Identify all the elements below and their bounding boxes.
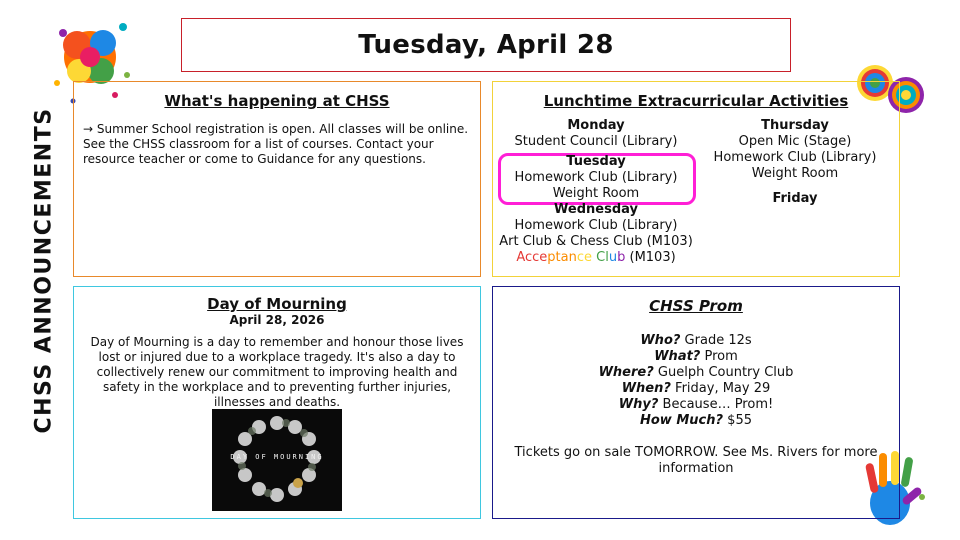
- tuesday-block: [496, 154, 696, 202]
- prom-note: Tickets go on sale TOMORROW. See Ms. Rivers for more information: [514, 445, 878, 476]
- acceptance-club-item: [496, 250, 696, 266]
- friday-label: Friday: [772, 191, 818, 206]
- mourning-heading: Day of Mourning: [207, 295, 347, 313]
- day-of-mourning-image: [212, 409, 342, 511]
- wednesday-item: Art Club & Chess Club (M103): [499, 234, 693, 249]
- happening-panel: [73, 81, 481, 277]
- happening-heading: What's happening at CHSS: [164, 92, 390, 110]
- prom-row: What? Prom: [654, 349, 738, 364]
- wednesday-item: Homework Club (Library): [514, 218, 678, 233]
- side-label: CHSS ANNOUNCEMENTS: [31, 106, 57, 434]
- side-label-container: [14, 106, 74, 434]
- prom-panel: [492, 286, 900, 519]
- prom-row: How Much? $55: [640, 413, 752, 428]
- thursday-item: Weight Room: [751, 166, 839, 181]
- thursday-label: Thursday: [761, 118, 829, 133]
- prom-row: When? Friday, May 29: [621, 381, 771, 396]
- monday-item: Student Council (Library): [514, 134, 678, 149]
- monday-block: [496, 118, 696, 150]
- prom-row: Who? Grade 12s: [640, 333, 752, 348]
- thursday-item: Open Mic (Stage): [738, 134, 852, 149]
- prom-details: [493, 333, 899, 429]
- page-title: Tuesday, April 28: [358, 30, 614, 60]
- title-box: [181, 18, 791, 72]
- tuesday-item: Weight Room: [552, 186, 640, 201]
- lunch-heading: Lunchtime Extracurricular Activities: [543, 92, 849, 110]
- tuesday-label: Tuesday: [566, 154, 626, 169]
- wednesday-block: [496, 202, 696, 266]
- acceptance-club-rainbow: Acceptance Club: [516, 250, 626, 265]
- prom-row: Why? Because… Prom!: [618, 397, 774, 412]
- prom-heading: CHSS Prom: [649, 297, 743, 315]
- tuesday-item: Homework Club (Library): [514, 170, 678, 185]
- mourning-text: Day of Mourning is a day to remember and honour those lives lost or injured due to a workplace tragedy. It's also a day to collectively renew our commitment to improving health and safety in the workplace and to preventing further injuries, illnesses and deaths.: [90, 335, 464, 409]
- image-caption: DAY OF MOURNING: [230, 453, 324, 461]
- acceptance-room: (M103): [625, 250, 676, 265]
- wednesday-label: Wednesday: [554, 202, 638, 217]
- prom-row: Where? Guelph Country Club: [598, 365, 794, 380]
- thursday-block: [700, 118, 890, 207]
- mourning-date: April 28, 2026: [229, 313, 325, 327]
- monday-label: Monday: [567, 118, 625, 133]
- happening-text: → Summer School registration is open. All classes will be online. See the CHSS classroom for a list of courses. Contact your resource teacher or come to Guidance for any questions.: [83, 122, 469, 166]
- thursday-item: Homework Club (Library): [713, 150, 877, 165]
